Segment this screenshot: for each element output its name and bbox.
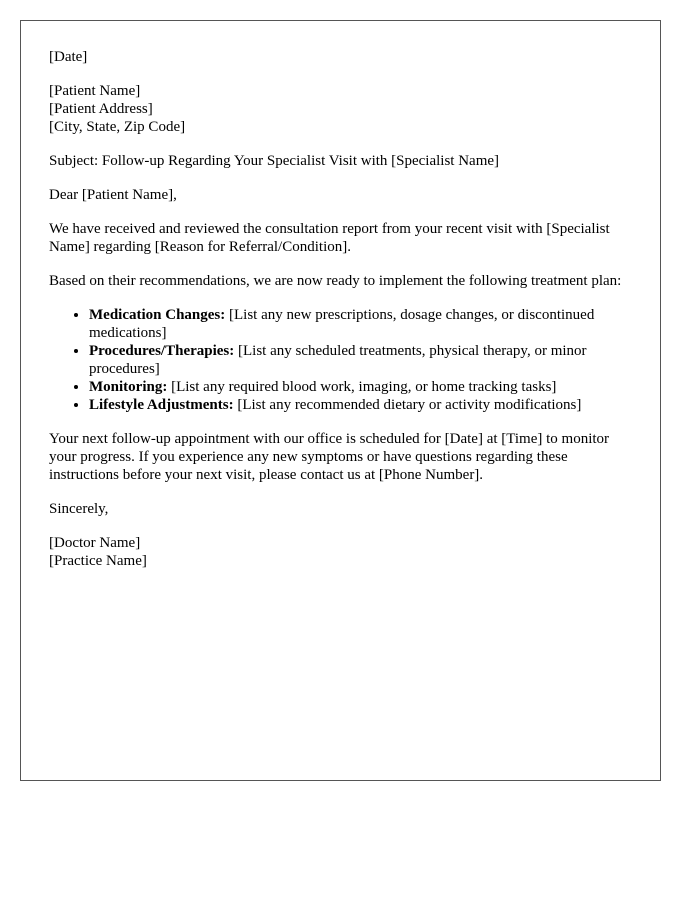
recipient-city-state-zip: [City, State, Zip Code] bbox=[49, 119, 186, 135]
list-item-procedures-therapies bbox=[89, 342, 632, 378]
list-item-monitoring bbox=[89, 378, 632, 396]
recommendations-paragraph: Based on their recommendations, we are now ready to implement the following treatment plan: bbox=[49, 273, 622, 289]
doctor-name: [Doctor Name] bbox=[49, 535, 141, 551]
letter-subject: Subject: Follow-up Regarding Your Specialist Visit with [Specialist Name] bbox=[49, 153, 500, 169]
list-item-text: [List any new prescriptions, dosage changes, or discontinued medications] bbox=[89, 307, 595, 341]
letter-closing: Sincerely, bbox=[49, 501, 109, 517]
recipient-address-block bbox=[49, 82, 632, 136]
recipient-name: [Patient Name] bbox=[49, 83, 141, 99]
list-item-label: Medication Changes: bbox=[89, 307, 226, 323]
list-item-label: Monitoring: bbox=[89, 379, 168, 395]
list-item-text: [List any required blood work, imaging, or home tracking tasks] bbox=[167, 379, 557, 395]
recipient-address: [Patient Address] bbox=[49, 101, 153, 117]
practice-name: [Practice Name] bbox=[49, 553, 147, 569]
list-item-label: Procedures/Therapies: bbox=[89, 343, 235, 359]
list-item-text: [List any recommended dietary or activity modifications] bbox=[233, 397, 582, 413]
letter-salutation: Dear [Patient Name], bbox=[49, 187, 177, 203]
letter-page bbox=[20, 20, 661, 781]
treatment-plan-list bbox=[49, 306, 632, 414]
list-item-lifestyle-adjustments bbox=[89, 396, 632, 414]
list-item-label: Lifestyle Adjustments: bbox=[89, 397, 234, 413]
follow-up-paragraph: Your next follow-up appointment with our office is scheduled for [Date] at [Time] to monitor your progress. If you experience any new symptoms or have questions regarding these instructions before your next visit, please contact us at [Phone Number]. bbox=[49, 431, 610, 483]
consultation-paragraph: We have received and reviewed the consultation report from your recent visit with [Specialist Name] regarding [Reason for Referral/Condition]. bbox=[49, 221, 610, 255]
signature-block bbox=[49, 534, 632, 570]
list-item-text: [List any scheduled treatments, physical therapy, or minor procedures] bbox=[89, 343, 587, 377]
list-item-medication-changes bbox=[89, 306, 632, 342]
letter-date: [Date] bbox=[49, 49, 88, 65]
